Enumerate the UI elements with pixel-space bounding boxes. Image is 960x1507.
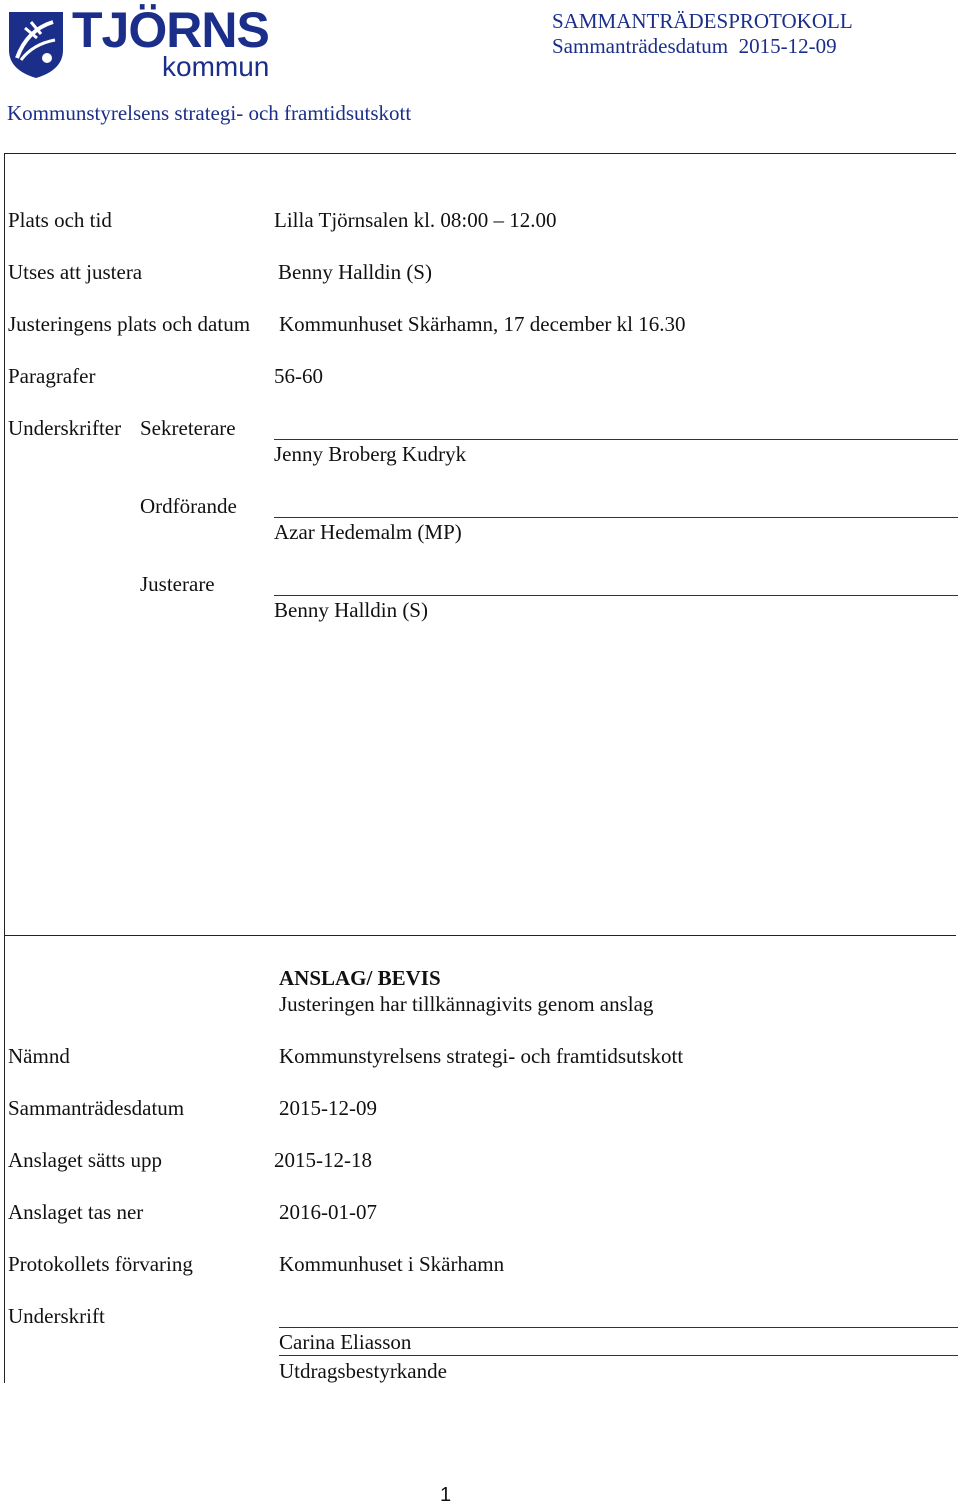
notice-storage-label: Protokollets förvaring xyxy=(8,1252,193,1276)
section-divider xyxy=(4,935,956,936)
notice-storage-value: Kommunhuset i Skärhamn xyxy=(279,1252,505,1276)
signature-line-chair xyxy=(274,517,958,518)
signatures-label: Underskrifter xyxy=(8,416,122,440)
name-chair: Azar Hedemalm (MP) xyxy=(274,520,462,544)
notice-date-value: 2015-12-09 xyxy=(279,1096,377,1120)
role-adjuster: Justerare xyxy=(140,572,215,596)
left-border xyxy=(4,153,5,1383)
signature-line-secretary xyxy=(274,439,958,440)
paragraphs-value: 56-60 xyxy=(274,364,323,388)
meeting-date-value: 2015-12-09 xyxy=(738,34,837,58)
document-type: SAMMANTRÄDESPROTOKOLL xyxy=(552,9,853,33)
notice-posted-value: 2015-12-18 xyxy=(274,1148,372,1172)
notice-posted-label: Anslaget sätts upp xyxy=(8,1148,162,1172)
notice-committee-value: Kommunstyrelsens strategi- och framtidsutskott xyxy=(279,1044,684,1068)
role-secretary: Sekreterare xyxy=(140,416,236,440)
notice-title: ANSLAG/ BEVIS xyxy=(279,966,441,990)
logo-name: TJÖRNS xyxy=(72,2,269,58)
top-divider xyxy=(4,153,956,154)
notice-date-label: Sammanträdesdatum xyxy=(8,1096,185,1120)
notice-subtitle: Justeringen har tillkännagivits genom anslag xyxy=(279,992,654,1016)
meeting-date-label: Sammanträdesdatum xyxy=(552,34,729,58)
paragraphs-label: Paragrafer xyxy=(8,364,96,388)
notice-removed-value: 2016-01-07 xyxy=(279,1200,377,1224)
name-secretary: Jenny Broberg Kudryk xyxy=(274,442,467,466)
signer-underline xyxy=(279,1355,958,1356)
notice-signature-label: Underskrift xyxy=(8,1304,105,1328)
notice-signature-line xyxy=(279,1327,958,1328)
signer-name: Carina Eliasson xyxy=(279,1330,412,1354)
adjust-label: Utses att justera xyxy=(8,260,143,284)
meeting-date-header xyxy=(552,34,837,58)
adjust-place-value: Kommunhuset Skärhamn, 17 december kl 16.30 xyxy=(279,312,686,336)
notice-committee-label: Nämnd xyxy=(8,1044,70,1068)
place-value: Lilla Tjörnsalen kl. 08:00 – 12.00 xyxy=(274,208,557,232)
place-label: Plats och tid xyxy=(8,208,112,232)
adjust-value: Benny Halldin (S) xyxy=(278,260,432,284)
adjust-place-label: Justeringens plats och datum xyxy=(8,312,251,336)
name-adjuster: Benny Halldin (S) xyxy=(274,598,428,622)
coat-of-arms-icon xyxy=(7,10,65,80)
signer-title: Utdragsbestyrkande xyxy=(279,1359,447,1383)
signature-line-adjuster xyxy=(274,595,958,596)
notice-removed-label: Anslaget tas ner xyxy=(8,1200,144,1224)
logo-subtitle: kommun xyxy=(162,51,270,82)
page-number: 1 xyxy=(440,1484,452,1506)
committee-title: Kommunstyrelsens strategi- och framtidsutskott xyxy=(7,101,412,125)
role-chair: Ordförande xyxy=(140,494,237,518)
